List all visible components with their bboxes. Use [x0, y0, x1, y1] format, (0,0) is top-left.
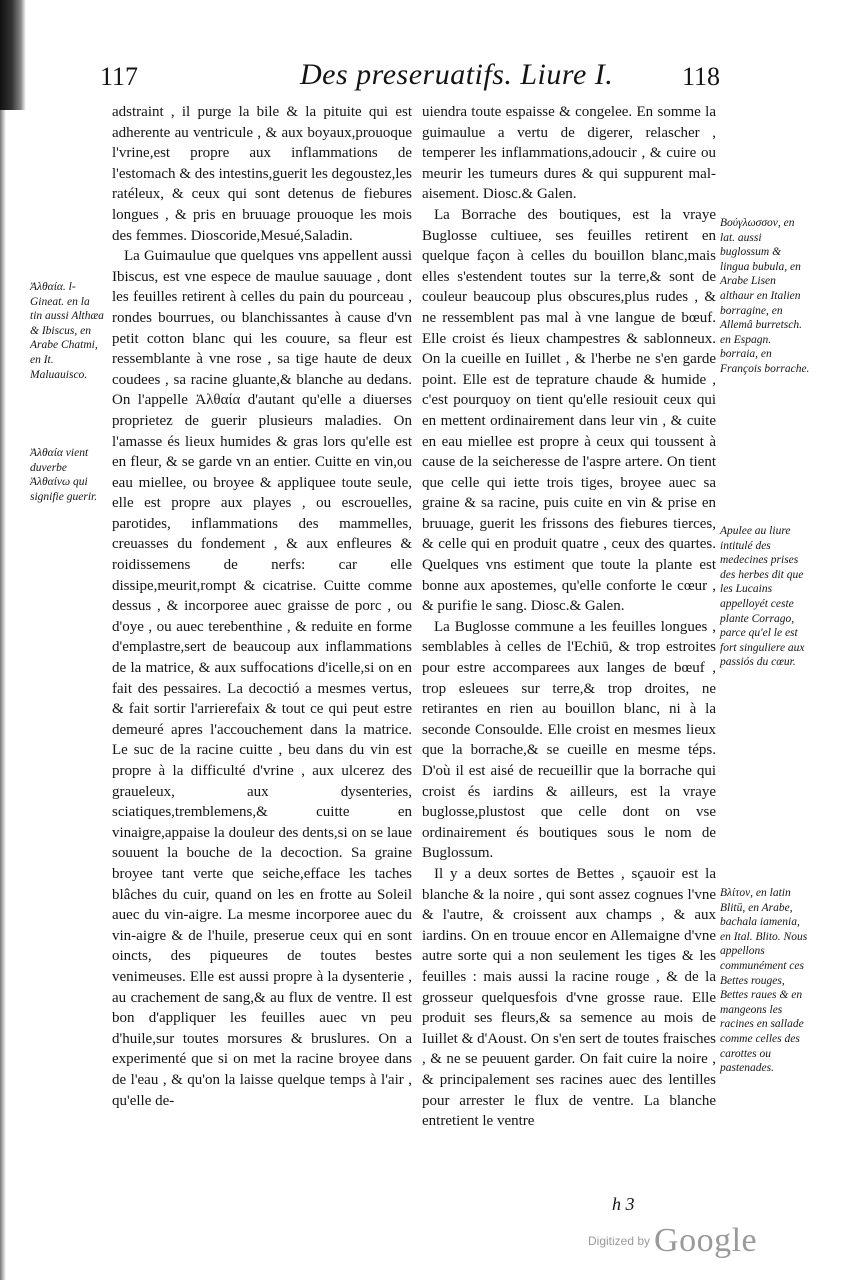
book-gutter-edge	[0, 110, 6, 1280]
paragraph: adstraint , il purge la bile & la pituite qui est adherente au ventricule , & aux boyaux,prouoque l'vrine,est propre aux inflammations de l'estomach & des intestins,guerit les degoustez,les ratéleux, & ceux qui sont detenus de fiebures longues , & pris en bruuage prouoque les mois des femmes. Dioscoride,Mesué,Saladin.	[112, 104, 412, 244]
paragraph: Il y a deux sortes de Bettes , sçauoir est la blanche & la noire , qui sont assez cognues l'vne & l'autre, & croissent aux champs , & aux iardins. On en trouue encor en Allemaigne d'vne autre sorte qui a non seulement les tiges & les feuilles : mais aussi la racine rouge , & de la grosseur quelquesfois d'vne grosse raue. Elle produit ses fleurs,& sa semence au mois de Iuillet & d'Aoust. On s'en sert de toutes fraisches , & ne se peuuent garder. On fait cuire la noire , & principalement ses racines auec des lentilles pour arrester le flux de ventre. La blanche entretient le ventre	[422, 865, 716, 1130]
running-title: Des preseruatifs. Liure I.	[300, 58, 614, 91]
paragraph: La Borrache des boutiques, est la vraye Buglosse cultiuee, ses feuilles retirent en quelque façon à celles du bouillon blanc,mais elles s'estendent toutes sur la terre,& sont de couleur beaucoup plus obscures,plus rudes , & ne ressemblent pas mal à vne langue de bœuf. Elle croist és lieux champestres & sablonneux. On la cueille en Iuillet , & l'herbe ne s'en garde point. Elle est de teprature chaude & humide , c'est pourquoy on tient qu'elle resiouit ceux qui en mettent ordinairement dans leur vin , & cuite en eau miellee est propre à ceux qui toussent à cause de la seicheresse de l'aspre artere. On tient que celle qui iette trois tiges, broyee auec sa graine & sa racine, puis cuite en vin & prise en bruuage, guerit les frissons des fiebures tierces, & celle qui en produit quatre , ceux des quartes. Quelques vns estiment que toute la plante est bonne aux apostemes, qu'elle conforte le cœur , & purifie le sang. Diosc.& Galen.	[422, 206, 716, 615]
paragraph: uiendra toute espaisse & congelee. En somme la guimaulue a vertu de digerer, relascher , temperer les inflammations,adoucir , & cuire ou meurir les tumeurs dures & qui suppurent mal-aisement. Diosc.& Galen.	[422, 104, 716, 203]
google-logo: Google	[654, 1222, 758, 1259]
right-page-number: 118	[681, 62, 720, 91]
margin-note-althaea: Ἀλθαία. l-Gineat. en la tin aussi Althæa & Ibiscus, en Arabe Chatmi, en It. Maluauisco.	[30, 281, 104, 381]
margin-note-etymology: Ἀλθαία vient duverbe Ἀλθαίνω qui signifie guerir.	[30, 447, 98, 503]
paragraph: La Guimaulue que quelques vns appellent aussi Ibiscus, est vne espece de maulue sauuage , dont les feuilles retirent à celles du pain du pourceau , rondes bourrues, ou blanchissantes à cause d'vn petit cotton blanc qui les couure, sa fleur est ressemblante à vne rose , sa tige haute de deux coudees , sa racine gluante,& blanche au dedans. On l'appelle Ἀλθαία d'autant qu'elle a diuerses proprietez de guerir plusieurs maladies. On l'amasse és lieux humides & gras lors qu'elle est en fleur, & se garde vn an entier. Cuitte en vin,ou eau miellee, ou broyee & appliquee toute seule, elle est propre aux playes , ou escrouelles, parotides, inflammations des mammelles, creuasses du fondement , & aux enfleures & roidissemens de nerfs: car elle dissipe,meurit,rompt & cicatrise. Cuitte comme dessus , & incorporee auec graisse de porc , ou d'oye , ou auec terebenthine , & reduite en forme d'emplastre,sert de beaucoup aux inflammations de la matrice, & aux suffocations d'icelle,si on en fait des pessaires. La decoctió a mesmes vertus, & fait sortir l'arrierefaix & tout ce qui peut estre demeuré apres l'accouchement dans la matrice. Le suc de la racine cuitte , beu dans du vin est propre à la difficulté d'vrine , aux ulcerez des graueleux, aux dysenteries, sciatiques,tremblemens,& cuitte en vinaigre,appaise la douleur des dents,si on se laue souuent la bouche de la decoction. Sa graine broyee tant verte que seiche,efface les taches blâches du cuir, quand on les en frotte au Soleil auec du vin-aigre. La mesme incorporee auec du vin-aigre & de l'huile, preserue ceux qui en sont oincts, des piqueures de toutes bestes venimeuses. Elle est aussi propre à la dysenterie , au crachement de sang,& au flux de ventre. Il est bon d'appliquer les feuilles auec vn peu d'huile,sur toutes morsures & bruslures. On a experimenté que si on met la racine broyee dans de l'eau , & qu'on la laisse quelque temps à l'air , qu'elle de-	[112, 248, 412, 1109]
margin-note-apulee: Apulee au liure intitulé des medecines prises des herbes dit que les Lucains appelloyét ceste plante Corrago, parce qu'el le est fort singuliere aux passiós du cœur.	[720, 525, 805, 669]
text-column-right	[422, 102, 716, 1132]
paragraph: La Buglosse commune a les feuilles longues , semblables à celles de l'Echiū, & trop estroites pour estre accomparees aux langes de bœuf , trop esleuees sur terre,& trop droites, ne retirantes en rien au bouillon blanc, ni à la seconde Consoulde. Elle croist en mesmes lieux que la borrache,& se cueille en mesme téps. D'où il est aisé de recueillir que la borrache qui croist és iardins & ailleurs, est la vraye buglosse,plustost que celle dont on vse ordinairement és boutiques sous le nom de Buglossum.	[422, 618, 716, 862]
page-header	[100, 58, 740, 98]
book-gutter-shadow	[0, 0, 26, 110]
digitized-watermark	[588, 1222, 757, 1260]
left-page-number: 117	[100, 62, 139, 91]
signature-mark: h 3	[612, 1194, 635, 1214]
margin-note-blitum: Βλίτον, en latin Blitū, en Arabe, bachala iamenia, en Ital. Blito. Nous appellons communément ces Bettes rouges, Bettes raues & en mangeons les racines en sallade comme celles des carottes ou pastenades.	[720, 887, 808, 1075]
text-column-left	[112, 102, 412, 1111]
watermark-prefix: Digitized by	[588, 1234, 651, 1248]
margin-note-buglossum: Βούγλωσσον, en lat. aussi buglossum & lingua bubula, en Arabe Lisen althaur en Italien borragine, en Allemâ burretsch. en Espagn. borraia, en François borrache.	[720, 217, 810, 375]
